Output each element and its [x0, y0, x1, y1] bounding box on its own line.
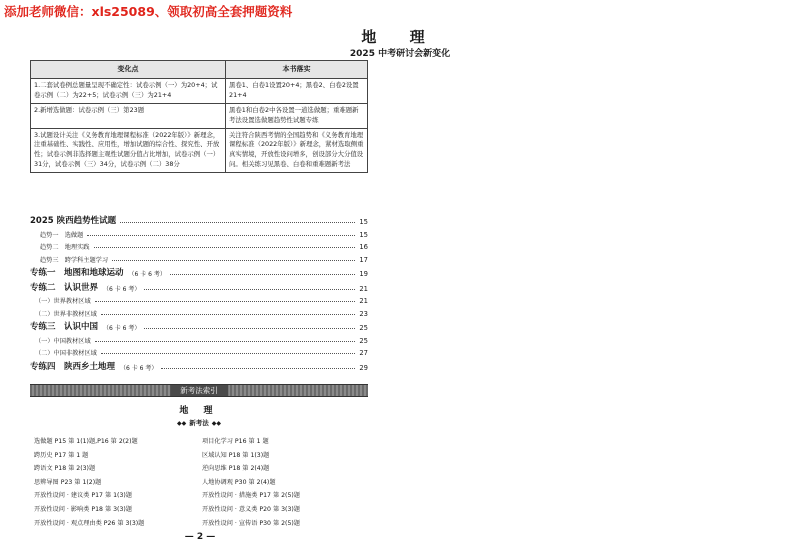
table-header-change: 变化点	[31, 61, 226, 79]
toc-label: 专练一 地图和地球运动	[30, 268, 124, 278]
toc-leader-dots	[161, 367, 355, 369]
toc-page-number: 15	[359, 230, 368, 239]
toc-label: （一）中国教材区域	[35, 337, 91, 345]
table-of-contents	[30, 213, 368, 373]
table-row	[31, 103, 368, 128]
toc-page-number: 21	[359, 284, 368, 293]
toc-sub-note: （6 卡 6 考）	[128, 271, 166, 278]
toc-leader-dots	[95, 300, 356, 302]
index-item[interactable]: 开放性设问 · 宣传语 P30 第 2(5)题	[202, 519, 300, 527]
change-comparison-table	[30, 60, 368, 173]
toc-entry[interactable]	[30, 359, 368, 372]
diamond-ornament-icon: ◆◆	[211, 420, 221, 427]
watermark-banner: 添加老师微信：xls25089、领取初高全套押题资料	[4, 4, 293, 19]
toc-entry[interactable]	[30, 228, 368, 239]
toc-label: 专练三 认识中国	[30, 322, 99, 332]
toc-entry[interactable]	[30, 240, 368, 251]
toc-leader-dots	[87, 234, 355, 236]
index-item[interactable]: 跨语文 P18 第 2(3)题	[34, 465, 96, 473]
toc-label: （二）世界非教材区域	[35, 310, 97, 318]
toc-leader-dots	[101, 352, 355, 354]
toc-label: 专练四 陕西乡土地理	[30, 361, 116, 372]
table-header-row	[31, 61, 368, 79]
page-title: 地 理	[361, 28, 439, 46]
toc-page-number: 21	[359, 297, 368, 305]
diamond-ornament-icon: ◆◆	[177, 420, 187, 427]
index-item[interactable]: 思辨导图 P23 第 1(2)题	[34, 478, 102, 486]
index-item[interactable]: 逆向思维 P18 第 2(4)题	[202, 465, 270, 473]
table-row	[31, 128, 368, 173]
toc-label: 2025 陕西趋势性试题	[30, 216, 117, 226]
index-subtitle-label: 新考法	[189, 419, 209, 427]
toc-entry[interactable]	[30, 253, 368, 264]
toc-label: 趋势三 跨学科主题学习	[40, 256, 109, 264]
toc-entry[interactable]	[30, 307, 368, 318]
toc-page-number: 17	[359, 255, 368, 264]
toc-leader-dots	[101, 313, 355, 315]
toc-entry[interactable]	[30, 280, 368, 293]
index-item[interactable]: 开放性设问 · 建议类 P17 第 1(3)题	[34, 492, 132, 500]
table-cell-implementation: 黑卷1和白卷2中各设置一道选做题；重难题新考法设置选做题趋势性试题专练	[226, 103, 368, 128]
toc-sub-note: （6 卡 6 考）	[120, 364, 158, 372]
toc-leader-dots	[144, 327, 355, 329]
toc-entry[interactable]	[30, 294, 368, 305]
section-band	[30, 384, 368, 397]
toc-leader-dots	[112, 259, 355, 261]
toc-sub-note: （6 卡 6 考）	[103, 285, 141, 293]
toc-page-number: 27	[359, 349, 368, 357]
toc-sub-note: （6 卡 6 考）	[103, 325, 141, 332]
index-item[interactable]: 区域认知 P18 第 1(3)题	[202, 451, 270, 459]
toc-label: 趋势一 选做题	[40, 231, 84, 239]
toc-label: （二）中国非教材区域	[35, 350, 97, 357]
toc-entry[interactable]	[30, 265, 368, 278]
index-item[interactable]: 跨历史 P17 第 1 题	[34, 451, 89, 459]
index-item[interactable]: 开放性设问 · 观点理由类 P26 第 3(3)题	[34, 519, 145, 527]
index-item[interactable]: 开放性设问 · 意义类 P20 第 3(3)题	[202, 505, 300, 513]
section-band-label: 新考法索引	[170, 385, 228, 396]
index-item[interactable]: 项目化学习 P16 第 1 题	[202, 438, 269, 445]
toc-leader-dots	[120, 221, 355, 223]
toc-page-number: 25	[359, 324, 368, 332]
index-subtitle	[30, 418, 368, 427]
toc-page-number: 23	[359, 309, 368, 318]
index-item[interactable]: 开放性设问 · 影响类 P18 第 3(3)题	[34, 505, 132, 513]
toc-page-number: 29	[359, 363, 368, 372]
toc-label: 专练二 认识世界	[30, 282, 99, 293]
toc-leader-dots	[144, 288, 355, 290]
index-title: 地 理	[179, 406, 219, 416]
toc-leader-dots	[170, 273, 355, 275]
index-item[interactable]: 人地协调观 P30 第 2(4)题	[202, 478, 276, 486]
toc-label: （一）世界教材区域	[35, 298, 91, 305]
table-cell-change: 3.试题设计关注《义务教育地理课程标准（2022年版）》新理念，注重基础性、实践性、应用性，增加试题的综合性、探究性、开放性；试卷示例非选择题主观性试题分值占比增加，试卷示例（一）31分，试卷示例（三）34分，试卷示例（二）38分	[31, 128, 226, 173]
toc-label: 趋势二 地理实践	[40, 244, 90, 251]
table-header-implementation: 本书落实	[226, 61, 368, 79]
toc-leader-dots	[95, 340, 356, 342]
index-column-right	[202, 435, 300, 530]
toc-leader-dots	[94, 246, 356, 248]
page-subtitle: 2025 中考研讨会新变化	[349, 49, 451, 59]
toc-page-number: 16	[359, 243, 368, 251]
index-column-left	[34, 435, 144, 530]
toc-entry[interactable]	[30, 213, 368, 226]
toc-page-number: 19	[359, 270, 368, 278]
table-cell-implementation: 关注符合陕西考情的全国趋势和《义务教育地理课程标准（2022年版）》新理念，紧材选取侧重真实情境，开放性设问增多，创设部分大分值设问。相关练习见黑卷、白卷和重难题新考法	[226, 128, 368, 173]
table-cell-implementation: 黑卷1、白卷1设置20+4；黑卷2、白卷2设置21+4	[226, 78, 368, 103]
toc-entry[interactable]	[30, 319, 368, 332]
table-cell-change: 1.二套试卷例总题量呈现不确定性：试卷示例（一）为20+4；试卷示例（二）为22+5；试卷示例（三）为21+4	[31, 78, 226, 103]
toc-page-number: 15	[359, 218, 368, 226]
toc-page-number: 25	[359, 336, 368, 345]
index-item[interactable]: 开放性设问 · 措施类 P17 第 2(5)题	[202, 492, 300, 500]
toc-entry[interactable]	[30, 334, 368, 345]
page-number: — 2 —	[184, 532, 216, 542]
toc-entry[interactable]	[30, 346, 368, 357]
index-item[interactable]: 选做题 P15 第 1(1)题,P16 第 2(2)题	[34, 438, 138, 445]
table-row	[31, 78, 368, 103]
table-cell-change: 2.新增选做题：试卷示例（三）第23题	[31, 103, 226, 128]
